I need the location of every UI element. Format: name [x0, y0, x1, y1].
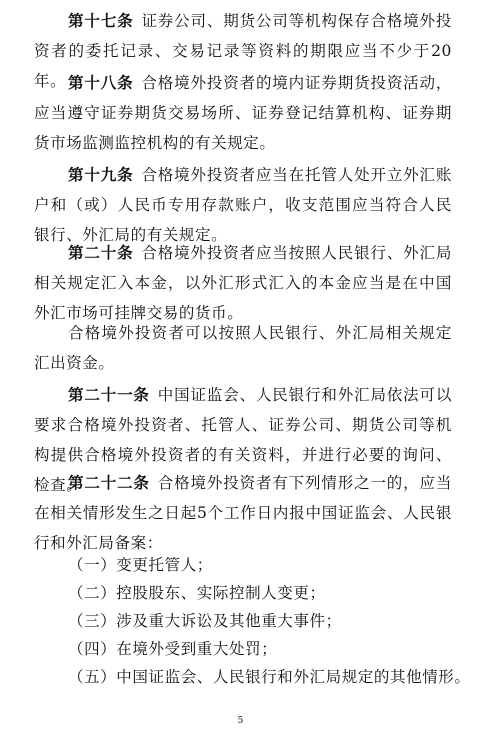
article-20	[34, 238, 452, 328]
article-text: 合格境外投资者的境内证券期货投资活动，应当遵守证券期货交易场所、证券登记结算机构、证券期货市场监测监控机构的有关规定。	[34, 74, 452, 152]
list-item: （四）在境外受到重大处罚；	[68, 640, 278, 658]
page-number: 5	[237, 716, 244, 726]
list-item: （一）变更托管人；	[68, 556, 213, 574]
article-19	[34, 160, 452, 250]
article-number: 第二十条	[68, 243, 134, 262]
list-item: （五）中国证监会、人民银行和外汇局规定的其他情形。	[68, 668, 471, 686]
article-number: 第二十二条	[68, 473, 150, 492]
article-number: 第十八条	[68, 73, 134, 92]
article-text: 合格境外投资者有下列情形之一的，应当在相关情形发生之日起5个工作日内报中国证监会、人民银行和外汇局备案：	[34, 474, 452, 552]
article-number: 第二十一条	[68, 385, 150, 404]
paragraph-text: 合格境外投资者可以按照人民银行、外汇局相关规定汇出资金。	[34, 324, 452, 372]
article-text: 中国证监会、人民银行和外汇局依法可以要求合格境外投资者、托管人、证券公司、期货公司等机构提供合格境外投资者的有关资料，并进行必要的询问、检查。	[34, 386, 452, 494]
article-text: 证券公司、期货公司等机构保存合格境外投资者的委托记录、交易记录等资料的期限应当不少于20年。	[34, 12, 452, 90]
list-item: （二）控股股东、实际控制人变更；	[68, 584, 326, 602]
article-22	[34, 468, 452, 558]
article-text: 合格境外投资者应当在托管人处开立外汇账户和（或）人民币专用存款账户，收支范围应当符合人民银行、外汇局的有关规定。	[34, 166, 452, 244]
article-18	[34, 68, 452, 158]
list-item: （三）涉及重大诉讼及其他重大事件；	[68, 612, 342, 630]
article-number: 第十七条	[68, 11, 134, 30]
article-number: 第十九条	[68, 165, 134, 184]
article-20-paragraph-2	[34, 318, 452, 378]
article-text: 合格境外投资者应当按照人民银行、外汇局相关规定汇入本金，以外汇形式汇入的本金应当是在中国外汇市场可挂牌交易的货币。	[34, 244, 452, 322]
